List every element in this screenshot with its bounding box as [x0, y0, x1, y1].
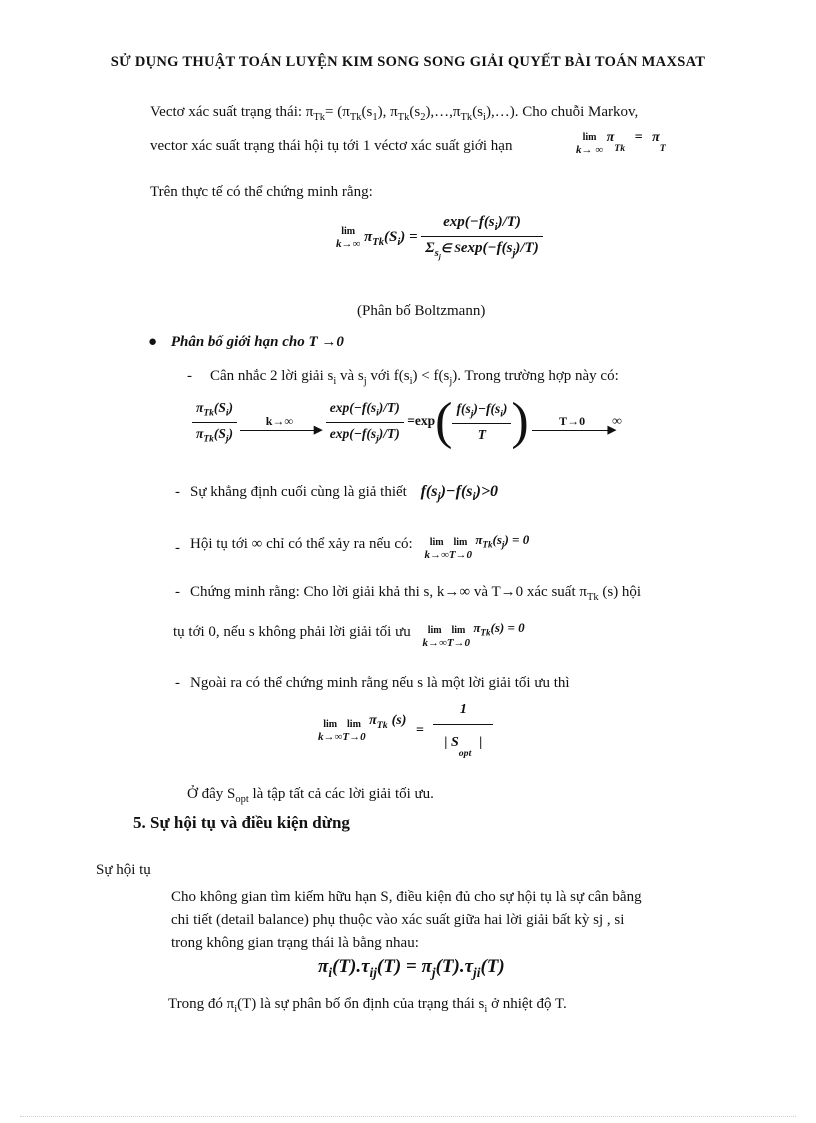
boltzmann-label: (Phân bố Boltzmann) [357, 303, 486, 319]
sopt-note: Ở đây $S_{opt}$ là tập tất cả các lời giải tối ưu. [187, 786, 434, 805]
convergence-label: Sự hội tụ [96, 862, 151, 878]
para-convergence-line3: trong không gian trạng thái là bằng nhau: [171, 935, 419, 951]
item-optimal-solution: - Ngoài ra có thể chứng minh rằng nếu s là một lời giải tối ưu thì [175, 675, 570, 691]
para-vector-line1: Vectơ xác suất trạng thái: $\pi_{Tk}= (\pi_{Tk}(s_1)$, $\pi_{Tk}(s_2),\dots,\pi_{Tk}(s_i),\dots$). Cho chuỗi Markov, [150, 104, 639, 123]
arrow-t-zero: T→0 ▶ [532, 414, 612, 431]
para-stationary-distribution: Trong đó $\pi_i(T)$ là sự phân bố ổn định của trạng thái $s_i$ ở nhiệt độ T. [168, 996, 567, 1015]
para-proof-intro: Trên thực tế có thể chứng minh rằng: [150, 184, 373, 200]
para-vector-line2: vector xác suất trạng thái hội tụ tới 1 véctơ xác suất giới hạn [150, 138, 513, 154]
para-convergence-line1: Cho không gian tìm kiếm hữu hạn S, điều kiện đủ cho sự hội tụ là sự cân bằng [171, 889, 642, 905]
item-proof-feasible: - Chứng minh rằng: Cho lời giải khả thi s, k→∞ và T→0 xác suất $\pi_{Tk}$ (s) hội [175, 584, 642, 603]
section-5-title: 5. Sự hội tụ và điều kiện dừng [133, 813, 350, 832]
equation-boltzmann: lim k→∞ $\pi_{Tk}(S_i)$ = $\frac{\exp(-f(s_i)/T)}{\Sigma_{s_j}\in Sexp(-f(s_j)/T)}$ [336, 214, 543, 261]
bullet-icon: ● [148, 334, 158, 350]
para-convergence-line2: chi tiết (detail balance) phụ thuộc vào xác suất giữa hai lời giải bất kỳ sj , si [171, 912, 625, 928]
item-converge-infinity: - Hội tụ tới ∞ chỉ có thể xảy ra nếu có: lim k→∞ lim T→0 $\pi_{Tk}(s_j) = 0$ [175, 532, 530, 562]
item-consider-solutions: - Cân nhắc 2 lời giải $s_i$ và $s_j$ với $f(s_i) < f(s_j)$. Trong trường hợp này có: [187, 368, 619, 387]
equation-limit-small: lim k→ ∞ $\pi_{Tk} = \pi_T$ [576, 130, 666, 156]
footer-divider [20, 1116, 796, 1117]
item-assumption: - Sự khẳng định cuối cùng là giả thiết $f(s_j)-f(s_i)>0$ [175, 483, 499, 504]
page-header: SỬ DỤNG THUẬT TOÁN LUYỆN KIM SONG SONG GIẢI QUYẾT BÀI TOÁN MAXSAT [110, 54, 706, 70]
arrow-k-infinity: k→∞ ▶ [240, 414, 318, 431]
bullet-limit-distribution: ● Phân bố giới hạn cho T →0 [148, 334, 344, 350]
item-proof-feasible-line2: tụ tới 0, nếu s không phải lời giải tối ưu lim k→∞ lim T→0 $\pi_{Tk}(s) = 0$ [173, 620, 525, 650]
equation-detail-balance: $\pi_i(T).\tau_{ij}(T) = \pi_j(T).\tau_{ji}(T)$ [318, 956, 505, 980]
equation-optimal: lim k→∞ lim T→0 $\pi_{Tk}$ (s) = $\frac{1}{| S_{opt}|}$ [318, 702, 493, 759]
equation-ratio-limit: $\frac{\pi_{Tk}(S_i)}{\pi_{Tk}(S_j)}$ k→∞ ▶ $\frac{\exp(-f(s_i)/T)}{\exp(-f(s_j)/T)}$ =exp( $\frac{f(s_j)-f(s_i)}{T}$ ) T→0 ▶ ∞ [192, 396, 622, 448]
